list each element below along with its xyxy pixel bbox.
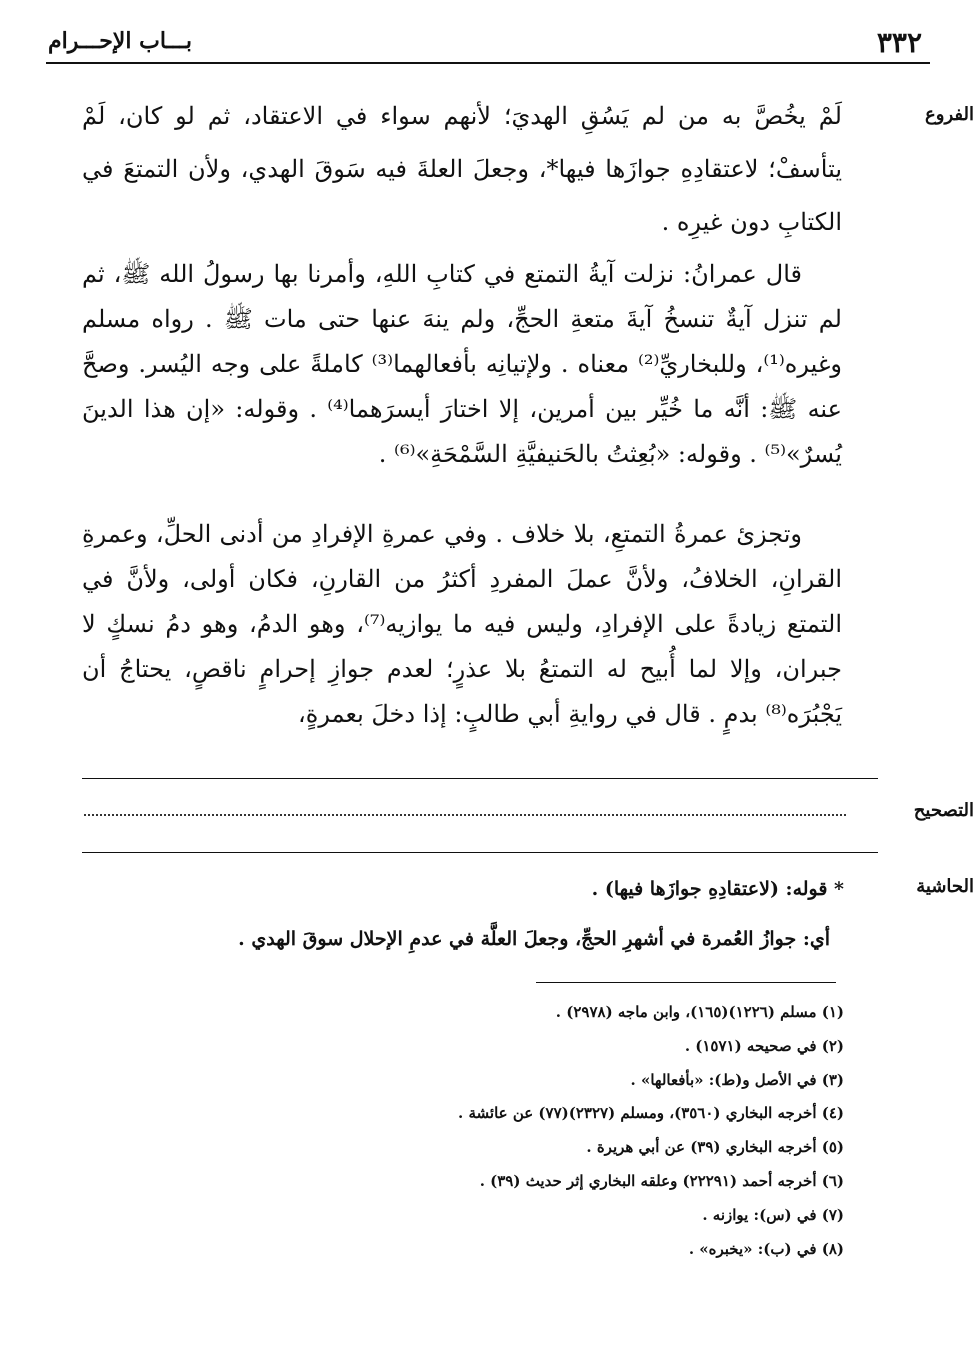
paragraph-imran: قال عمرانُ: نزلت آيةُ التمتع في كتابِ اللهِ، وأمرنا بها رسولُ الله ﷺ، ثم لم تنزل آيةٌ تنسخُ آيةَ متعةِ الحجِّ، ولم ينهَ عنها حتى مات ﷺ . رواه مسلم وغيره⁽¹⁾، وللبخاريِّ⁽²⁾ معناه . ولإتيانِه بأفعالهما⁽³⁾ كاملةً على وجه اليُسر. وصحَّ عنه ﷺ: أنَّه ما خُيِّر بين أمرين، إلا اختارَ أيسرَهما⁽⁴⁾ . وقوله: «إن هذا الدينَ يُسرٌ»⁽⁵⁾ . وقوله: «بُعِثتُ بالحَنيفيَّةِ السَّمْحَةِ»⁽⁶⁾ . xyxy=(82,260,842,468)
footnote-3: (٣) في الأصل و(ط): «بأفعالها» . xyxy=(630,1070,844,1089)
header-rule xyxy=(46,62,930,64)
hashiya-heading: * قوله: (لاعتقادِهِ جوازَها فيها) . xyxy=(591,878,844,900)
footnote-rule xyxy=(536,982,836,983)
footnote-7: (٧) في (س): يوازنه . xyxy=(702,1205,844,1224)
side-label-tashih: التصحيح xyxy=(913,800,974,821)
side-label-furu: الفروع xyxy=(925,104,974,125)
side-label-hashiya: الحاشية xyxy=(916,876,974,897)
footnote-5: (٥) أخرجه البخاري (٣٩) عن أبي هريرة . xyxy=(586,1138,844,1157)
hashiya-text: أي: جوازُ العُمرة في أشهرِ الحجِّ، وجعلَ العلَّة في عدمِ الإحلال سوقَ الهدي . xyxy=(238,928,830,950)
footnotes-list xyxy=(300,996,844,1266)
paragraph-tamattu: وتجزئ عمرةُ التمتعِ، بلا خلاف . وفي عمرةِ الإفرادِ من أدنى الحلِّ، وعمرةِ القرانِ، الخلافُ، ولأنَّ عملَ المفردِ أكثرُ من القارنِ، فكان أولى، ولأنَّ في التمتع زيادةً على الإفرادِ، وليس فيه ما يوازيه⁽⁷⁾، وهو الدمُ، وهو دمُ نسكٍ لا جبران، وإلا لما أُبيح له التمتعُ بلا عذرٍ؛ لعدم جوازِ إحرامٍ ناقصٍ، يحتاجُ أن يَجْبُرَه⁽⁸⁾ بدمٍ . قال في روايةِ أبي طالبٍ: إذا دخلَ بعمرةٍ، xyxy=(82,520,843,728)
paragraph-furu: لَمْ يخُصَّ به من لم يَسُقِ الهديَ؛ لأنهم سواء في الاعتقاد، ثم لو كان، لَمْ يتأسفْ؛ لاعتقادِهِ جوازَها فيها*، وجعلَ العلةَ فيه سَوقَ الهدي، ولأن التمتعَ في الكتابِ دون غيرِه . xyxy=(82,102,843,236)
footnote-1: (١) مسلم (١٢٢٦)(١٦٥)، وابن ماجه (٢٩٧٨) . xyxy=(555,1003,844,1021)
footnote-8: (٨) في (ب): «يخبره» . xyxy=(688,1239,844,1258)
footnote-6: (٦) أخرجه أحمد (٢٢٢٩١) وعلقه البخاري إثر حديث (٣٩) . xyxy=(479,1171,844,1190)
section-rule-top xyxy=(82,778,878,779)
chapter-title: بـــاب الإحـــرام xyxy=(48,28,192,54)
tashih-dotted-line xyxy=(84,814,846,816)
page-number: ٣٣٢ xyxy=(876,26,922,59)
section-rule-bottom xyxy=(82,852,878,853)
footnote-2: (٢) في صحيحه (١٥٧١) . xyxy=(684,1036,844,1055)
footnote-4: (٤) أخرجه البخاري (٣٥٦٠)، ومسلم (٢٣٢٧)(٧٧) عن عائشة . xyxy=(458,1104,844,1123)
